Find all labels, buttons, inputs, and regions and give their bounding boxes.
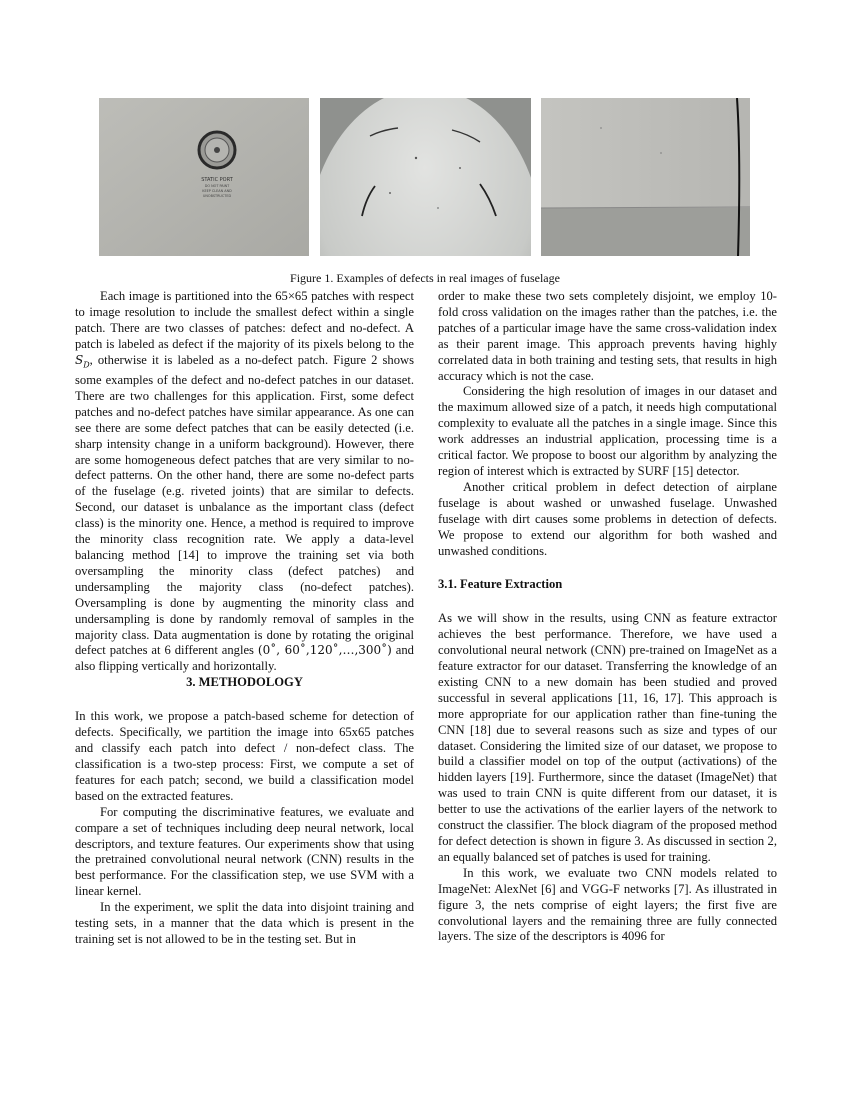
paragraph: For computing the discriminative features, we evaluate and compare a set of techniques including deep neural network, local descriptors, and texture features. Our experiments show that using the pretrained convolutional neural network (CNN) results in the best performance. For the classification step, we use SVM with a linear kernel. [75,804,414,899]
paragraph: In this work, we propose a patch-based scheme for detection of defects. Specifically, we partition the image into 65x65 patches and classify each patch into defect / non-defect class. The classification is a two-step process: First, we compute a set of features for each patch; second, we build a classification model based on the extracted features. [75,709,414,803]
fuselage-image-panel [541,98,750,256]
static-port-label: STATIC PORT [201,177,233,183]
math-subscript: D [83,360,90,370]
fuselage-image-static-port [99,98,309,256]
static-port-text: DO NOT PAINT [204,184,230,188]
static-port-text: UNOBSTRUCTED [202,194,232,198]
math-angles: (0˚, 60˚,120˚,…,300˚) [257,643,392,658]
right-column [438,289,777,945]
paragraph-text: , otherwise it is labeled as a no-defect patch. Figure 2 shows some examples of the defect and no-defect patches in our dataset. There are two challenges for this application. First, some defect patches and no-defect patches have similar appearance. As one can see there are some defect patches that can be easily detected (i.e. sharp intensity change in a uniform background). However, there are some homogeneous defect patches that are very similar to no-defect patterns. On the other hand, there are some no-defect parts of the fuselage (e.g. riveted joints) that are similar to defects. Second, our dataset is unbalance as the important class (defect class) is the minority one. Hence, a method is required to improve the minority class recognition rate. We apply a data-level balancing method [14] to improve the training set via both oversampling the minority class (defect patches) and undersampling the majority class (no-defect patches). Oversampling is done by augmenting the minority class and undersampling is done by randomly removal of samples in the majority class. Data augmentation is done by rotating the original defect patches at 6 different angles [75,352,414,658]
paragraph: As we will show in the results, using CNN as feature extractor achieves the best performance. Therefore, we have used a convolutional neural network (CNN) pre-trained on ImageNet as a feature extractor for our dataset. Transferring the knowledge of an existing CNN to a new domain has been studied and proved successful in several applications [11, 16, 17]. This approach is more appropriate for our application rather than fine-tuning the CNN [18] due to several reasons such as size and types of our dataset. Considering the limited size of our dataset, we propose to build a classifier model on top of the output (activations) of the hidden layers [19]. Furthermore, since the dataset (ImageNet) that was used to train CNN is quite different from our dataset, it is better to use the activations of the earlier layers of the network to construct the classifier. The block diagram of the proposed method for defect detection is shown in figure 3. As discussed in section 2, an equally balanced set of patches is used for training. [438,611,777,864]
paragraph: In the experiment, we split the data into disjoint training and testing sets, in a manner that the data which is present in the training set is not allowed to be in the testing set. But in [75,900,414,946]
paragraph-text: and also flipping vertically and horizontally. [75,643,414,674]
math-symbol: S [75,352,84,367]
paragraph: Considering the high resolution of images in our dataset and the maximum allowed size of a patch, it needs high computational complexity to evaluate all the patches in a single image. Since this work addresses an industrial application, processing time is a critical factor. We propose to boost our algorithm by analyzing the region of interest which is extracted by SURF [15] detector. [438,384,777,478]
paragraph [75,289,414,675]
paragraph: order to make these two sets completely disjoint, we employ 10-fold cross validation on the images rather than the patches, i.e. the patches of a particular image have the same cross-validation index as their parent image. This approach prevents having highly correlated data in both training and testing sets, that results in high accuracy which is not the case. [438,289,777,383]
static-port-text: KEEP CLEAN AND [202,189,232,193]
figure-caption: Figure 1. Examples of defects in real images of fuselage [290,271,560,285]
left-column [75,289,414,948]
section-heading: 3. METHODOLOGY [186,675,303,690]
subsection-heading: 3.1. Feature Extraction [438,577,563,592]
paragraph: In this work, we evaluate two CNN models related to ImageNet: AlexNet [6] and VGG-F networks [7]. As illustrated in figure 3, the nets comprise of eight layers; the first five are convolutional layers and the remaining three are fully connected layers. The size of the descriptors is 4096 for [438,865,777,944]
fuselage-image-nose [320,98,531,256]
paragraph-text: Each image is partitioned into the 65×65 patches with respect to image resolution to include the smallest defect within a single patch. There are two classes of patches: defect and no-defect. A patch is labeled as defect if the majority of its pixels belong to the [75,289,414,351]
paragraph: Another critical problem in defect detection of airplane fuselage is about washed or unwashed fuselage. Unwashed fuselage with dirt causes some problems in detection of defects. We propose to extend our algorithm for both washed and unwashed conditions. [438,479,777,558]
figure-1 [99,98,750,256]
